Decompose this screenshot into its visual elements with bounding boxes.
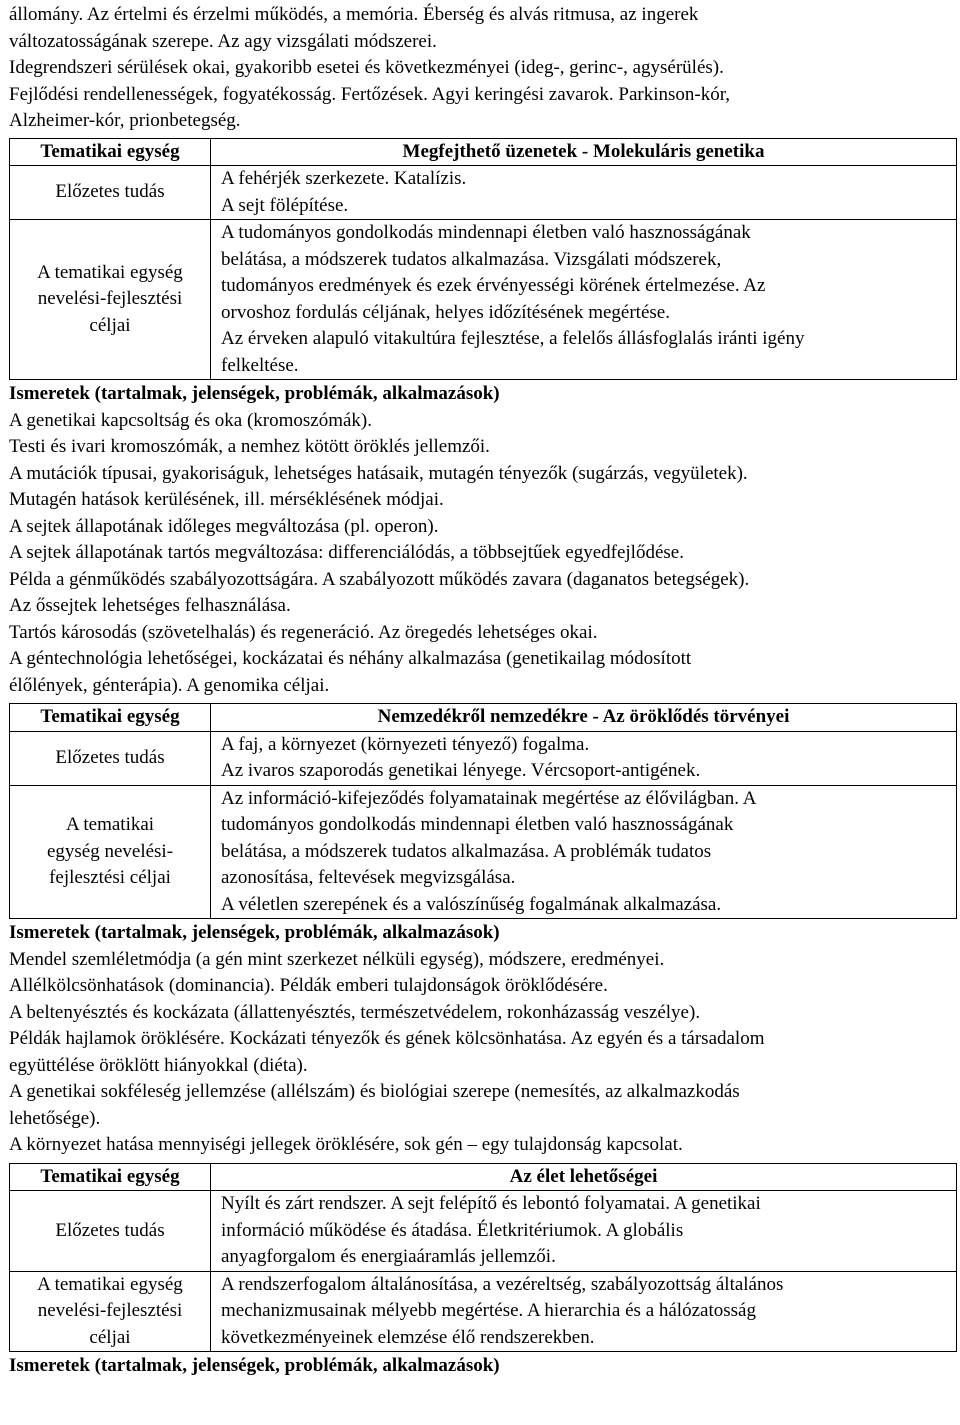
text-line: felkeltése.	[221, 354, 299, 376]
text-line: A tematikai egység	[37, 261, 183, 283]
knowledge-section	[9, 381, 960, 699]
text-line: Az őssejtek lehetséges felhasználása.	[9, 595, 291, 616]
text-line: együttélése öröklött hiányokkal (diéta).	[9, 1054, 308, 1076]
text-line: nevelési-fejlesztési	[37, 288, 183, 310]
text-line: Testi és ivari kromoszómák, a nemhez kötött öröklés jellemzői.	[9, 436, 490, 457]
text-line: Az ivaros szaporodás genetikai lényege. Vércsoport-antigének.	[221, 760, 701, 781]
unit-header-row	[10, 138, 957, 166]
text-line: fejlesztési céljai	[49, 867, 171, 888]
text-line: A fehérjék szerkezete. Katalízis.	[221, 168, 467, 189]
text-line: A beltenyésztés és kockázata (állattenyésztés, természetvédelem, rokonházasság veszélye).	[9, 1001, 701, 1023]
prior-knowledge-label: Előzetes tudás	[10, 1191, 211, 1272]
text-line: Mendel szemléletmódja (a gén mint szerkezet nélküli egység), módszere, eredményei.	[9, 948, 665, 970]
text-line: orvoshoz fordulás céljának, helyes időzítésének megértése.	[221, 301, 670, 323]
text-line: céljai	[89, 1326, 131, 1348]
text-line: változatosságának szerepe. Az agy vizsgálati módszerei.	[9, 30, 437, 52]
text-line: céljai	[89, 314, 131, 336]
text-line: következményeinek elemzése élő rendszerekben.	[221, 1326, 595, 1348]
text-line: A véletlen szerepének és a valószínűség fogalmának alkalmazása.	[221, 893, 722, 915]
goals-label	[10, 220, 211, 380]
text-line: mechanizmusainak mélyebb megértése. A hierarchia és a hálózatosság	[221, 1300, 756, 1321]
text-line: A rendszerfogalom általánosítása, a vezéreltség, szabályozottság általános	[221, 1273, 784, 1295]
text-line: Allélkölcsönhatások (dominancia). Példák emberi tulajdonságok öröklődésére.	[9, 975, 608, 996]
text-line: Fejlődési rendellenességek, fogyatékosság. Fertőzések. Agyi keringési zavarok. Parkinson-kór,	[9, 83, 731, 105]
text-line: Példa a génműködés szabályozottságára. A szabályozott működés zavara (daganatos betegségek).	[9, 568, 750, 590]
text-line: belátása, a módszerek tudatos alkalmazása. A problémák tudatos	[221, 840, 712, 862]
text-line: A tematikai egység	[37, 1273, 183, 1295]
goals-label	[10, 785, 211, 919]
knowledge-heading: Ismeretek (tartalmak, jelenségek, problémák, alkalmazások)	[9, 383, 500, 404]
text-line: élőlények, génterápia). A genomika céljai.	[9, 674, 330, 696]
unit-header-label: Tematikai egység	[10, 704, 211, 732]
knowledge-section	[9, 1353, 960, 1380]
text-line: A környezet hatása mennyiségi jellegek öröklésére, sok gén – egy tulajdonság kapcsolat.	[9, 1134, 683, 1155]
text-line: Nyílt és zárt rendszer. A sejt felépítő és lebontó folyamatai. A genetikai	[221, 1193, 761, 1214]
prior-knowledge-label: Előzetes tudás	[10, 166, 211, 220]
text-line: A tudományos gondolkodás mindennapi életben való hasznosságának	[221, 222, 751, 243]
unit-table	[9, 1163, 957, 1353]
text-line: Példák hajlamok öröklésére. Kockázati tényezők és gének kölcsönhatása. Az egyén és a társadalom	[9, 1028, 765, 1049]
text-line: belátása, a módszerek tudatos alkalmazása. Vizsgálati módszerek,	[221, 248, 722, 270]
goals-content	[211, 1271, 957, 1352]
goals-row	[10, 220, 957, 380]
goals-label	[10, 1271, 211, 1352]
prior-knowledge-content	[211, 1191, 957, 1272]
text-line: azonosítása, feltevések megvizsgálása.	[221, 867, 516, 888]
unit-header-row	[10, 704, 957, 732]
intro-paragraph	[9, 0, 960, 135]
text-line: anyagforgalom és energiaáramlás jellemzői.	[221, 1246, 556, 1267]
knowledge-heading: Ismeretek (tartalmak, jelenségek, problémák, alkalmazások)	[9, 922, 500, 943]
text-line: A sejtek állapotának tartós megváltozása: differenciálódás, a többsejtűek egyedfejlődése.	[9, 542, 684, 563]
text-line: egység nevelési-	[46, 840, 174, 862]
unit-table	[9, 138, 957, 381]
text-line: A tematikai	[65, 814, 155, 835]
unit-table	[9, 703, 957, 919]
unit-header-label: Tematikai egység	[10, 1163, 211, 1191]
text-line: A sejt fölépítése.	[221, 194, 349, 216]
goals-row	[10, 1271, 957, 1352]
text-line: Mutagén hatások kerülésének, ill. mérséklésének módjai.	[9, 489, 444, 510]
goals-content	[211, 785, 957, 919]
unit-title: Nemzedékről nemzedékre - Az öröklődés törvényei	[211, 704, 957, 732]
knowledge-section	[9, 920, 960, 1159]
text-line: Alzheimer-kór, prionbetegség.	[9, 110, 241, 131]
text-line: Tartós károsodás (szövetelhalás) és regeneráció. Az öregedés lehetséges okai.	[9, 621, 598, 643]
prior-knowledge-row	[10, 1191, 957, 1272]
text-line: Az érveken alapuló vitakultúra fejlesztése, a felelős állásfoglalás iránti igény	[221, 328, 805, 349]
text-line: információ működése és átadása. Életkritériumok. A globális	[221, 1219, 684, 1241]
text-line: A mutációk típusai, gyakoriságuk, lehetséges hatásaik, mutagén tényezők (sugárzás, vegyületek).	[9, 462, 748, 484]
unit-header-row	[10, 1163, 957, 1191]
text-line: állomány. Az értelmi és érzelmi működés, a memória. Éberség és alvás ritmusa, az ingerek	[9, 4, 699, 25]
text-line: A genetikai kapcsoltság és oka (kromoszómák).	[9, 409, 373, 431]
goals-content	[211, 220, 957, 380]
text-line: A faj, a környezet (környezeti tényező) fogalma.	[221, 733, 590, 755]
text-line: A genetikai sokféleség jellemzése (allélszám) és biológiai szerepe (nemesítés, az alkalmazkodás	[9, 1081, 740, 1102]
unit-title: Az élet lehetőségei	[211, 1163, 957, 1191]
prior-knowledge-row	[10, 731, 957, 785]
goals-row	[10, 785, 957, 919]
prior-knowledge-content	[211, 166, 957, 220]
text-line: nevelési-fejlesztési	[37, 1300, 183, 1321]
knowledge-heading: Ismeretek (tartalmak, jelenségek, problémák, alkalmazások)	[9, 1355, 500, 1376]
text-line: Az információ-kifejeződés folyamatainak megértése az élővilágban. A	[221, 787, 757, 809]
text-line: lehetősége).	[9, 1107, 101, 1129]
text-line: A géntechnológia lehetőségei, kockázatai és néhány alkalmazása (genetikailag módosított	[9, 648, 692, 669]
unit-header-label: Tematikai egység	[10, 138, 211, 166]
text-line: tudományos eredmények és ezek érvényességi körének értelmezése. Az	[221, 275, 766, 296]
prior-knowledge-label: Előzetes tudás	[10, 731, 211, 785]
text-line: A sejtek állapotának időleges megváltozása (pl. operon).	[9, 515, 439, 537]
prior-knowledge-content	[211, 731, 957, 785]
text-line: Idegrendszeri sérülések okai, gyakoribb esetei és következményei (ideg-, gerinc-, agysérülés).	[9, 57, 724, 78]
unit-title: Megfejthető üzenetek - Molekuláris genetika	[211, 138, 957, 166]
text-line: tudományos gondolkodás mindennapi életben való hasznosságának	[221, 814, 734, 835]
prior-knowledge-row	[10, 166, 957, 220]
